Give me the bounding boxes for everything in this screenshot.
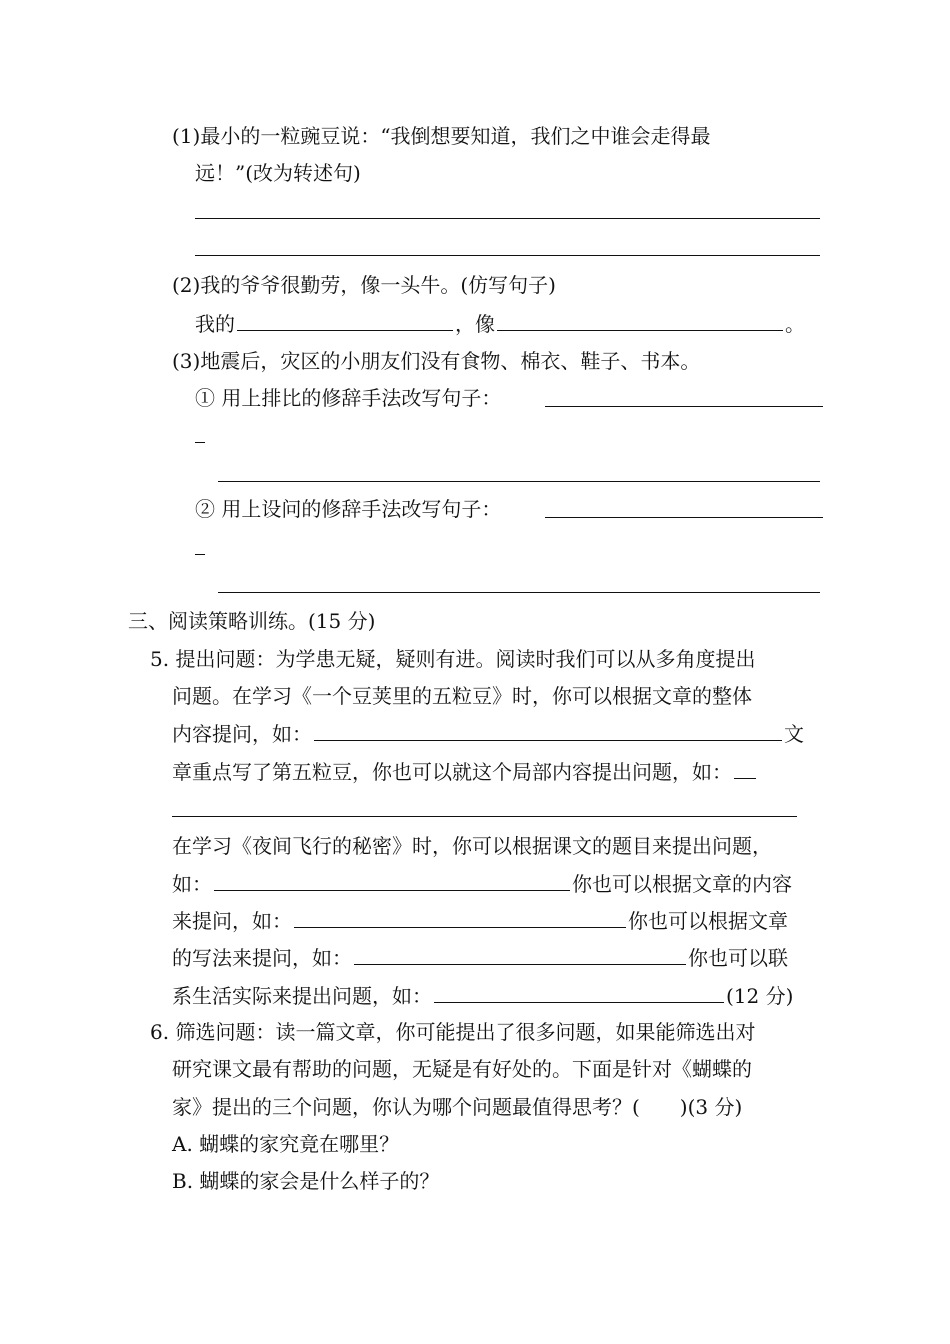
q5-line-3-text-b: 文	[784, 722, 804, 746]
q5-blank-3[interactable]	[214, 868, 570, 891]
q5-line-8-text-a: 来提问，如：	[172, 909, 292, 933]
q5-line-7	[172, 868, 792, 898]
q6-option-a: A. 蝴蝶的家究竟在哪里？	[172, 1132, 400, 1156]
q6-line-3: 家》提出的三个问题，你认为哪个问题最值得思考？( )(3 分)	[172, 1095, 743, 1119]
q6-option-b: B. 蝴蝶的家会是什么样子的？	[172, 1169, 440, 1193]
q5-line-10	[172, 980, 793, 1010]
q3-sub-2-blank-b[interactable]	[218, 592, 820, 593]
q2-prefix: 我的	[195, 312, 235, 336]
q5-line-4-text: 章重点写了第五粒豆，你也可以就这个局部内容提出问题，如：	[172, 760, 732, 784]
q5-line-10-text-a: 系生活实际来提出问题，如：	[172, 984, 432, 1008]
q3-sub-1: ① 用上排比的修辞手法改写句子：	[195, 386, 502, 410]
q5-line-3-text-a: 内容提问，如：	[172, 722, 312, 746]
q5-blank-2b[interactable]	[172, 816, 797, 817]
q6-line-2: 研究课文最有帮助的问题，无疑是有好处的。下面是针对《蝴蝶的	[172, 1057, 752, 1081]
q3-sub-2-dash	[195, 554, 205, 555]
q5-blank-5[interactable]	[354, 942, 686, 965]
q3-sub-1-blank-b[interactable]	[218, 481, 820, 482]
q5-line-3	[172, 718, 804, 748]
q5-line-8	[172, 905, 788, 935]
q1-answer-line-1[interactable]	[195, 218, 820, 219]
q5-line-10-score: (12 分)	[726, 984, 794, 1008]
q5-blank-2a[interactable]	[734, 756, 756, 779]
q5-blank-1[interactable]	[314, 718, 782, 741]
q3-sub-1-blank-a[interactable]	[545, 406, 823, 407]
q5-line-9-text-a: 的写法来提问，如：	[172, 946, 352, 970]
q2-blank-2[interactable]	[497, 308, 783, 331]
q1-answer-line-2[interactable]	[195, 255, 820, 256]
q1-line-1: (1)最小的一粒豌豆说：“我倒想要知道，我们之中谁会走得最	[172, 124, 711, 148]
q5-line-7-text-b: 你也可以根据文章的内容	[572, 872, 792, 896]
q2-line-2	[195, 308, 805, 338]
q5-line-6: 在学习《夜间飞行的秘密》时，你可以根据课文的题目来提出问题，	[172, 834, 772, 858]
q2-mid: ，像	[455, 312, 495, 336]
q5-line-1: 5. 提出问题：为学患无疑，疑则有进。阅读时我们可以从多角度提出	[150, 647, 756, 671]
q3-line-1: (3)地震后，灾区的小朋友们没有食物、棉衣、鞋子、书本。	[172, 349, 701, 373]
section-title: 三、阅读策略训练。(15 分)	[128, 609, 376, 633]
q5-line-8-text-b: 你也可以根据文章	[628, 909, 788, 933]
q5-line-2: 问题。在学习《一个豆荚里的五粒豆》时，你可以根据文章的整体	[172, 684, 752, 708]
q3-sub-1-dash	[195, 442, 205, 443]
q5-blank-4[interactable]	[294, 905, 626, 928]
q1-line-2: 远！”(改为转述句)	[195, 161, 361, 185]
q5-line-4	[172, 756, 758, 786]
q5-line-7-text-a: 如：	[172, 872, 212, 896]
q2-blank-1[interactable]	[237, 308, 453, 331]
q6-line-1: 6. 筛选问题：读一篇文章，你可能提出了很多问题，如果能筛选出对	[150, 1020, 756, 1044]
q2-suffix: 。	[785, 312, 805, 336]
q2-line-1: (2)我的爷爷很勤劳，像一头牛。(仿写句子)	[172, 273, 556, 297]
q3-sub-2-blank-a[interactable]	[545, 517, 823, 518]
q5-line-9	[172, 942, 788, 972]
q3-sub-2: ② 用上设问的修辞手法改写句子：	[195, 497, 502, 521]
q5-blank-6[interactable]	[434, 980, 724, 1003]
q5-line-9-text-b: 你也可以联	[688, 946, 788, 970]
